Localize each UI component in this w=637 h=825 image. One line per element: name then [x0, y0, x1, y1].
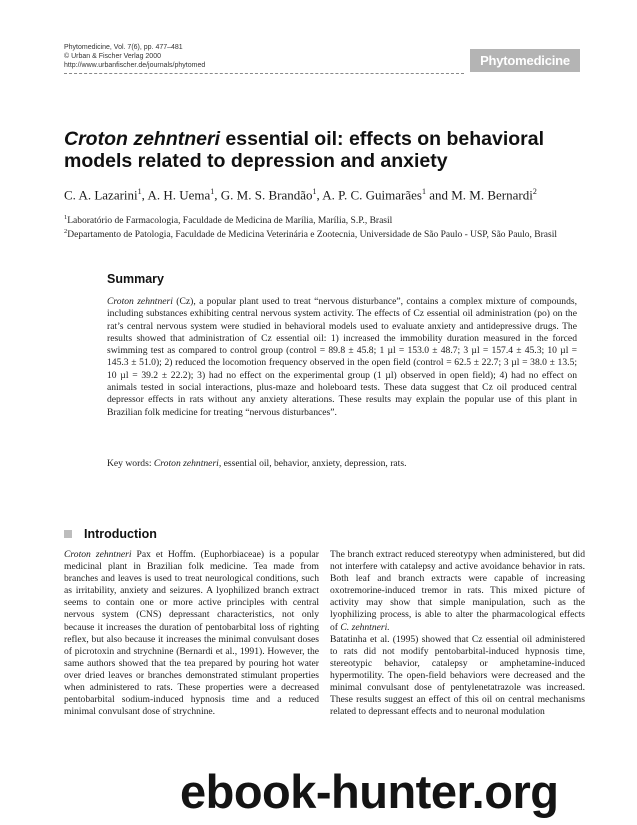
affiliation-text: Laboratório de Farmacologia, Faculdade de Medicina de Marília, Marília, S.P., Brasil [67, 216, 393, 227]
intro-col1-text: Pax et Hoffm. (Euphorbiaceae) is a popular medicinal plant in Brazilian folk medicine. Tea made from branches and leaves is used to treat neurological conditions, such as irritability, anxiety and seizures. A lyophilized branch extract seems to contain one or more active principles with central nervous system (CNS) depressant characteristics, not only because it increases the duration of pentobarbital loss of righting reflex, but also because it increases the minimal convulsant doses of picrotoxin and strychnine (Bernardi et al., 1991). However, the same authors showed that the tea prepared by pouring hot water over dried leaves or branches demonstrated stimulant properties when administered to rats. These properties were a decreased pentobarbital sodium-induced hypnosis time and a reduced minimal convulsant dose of strychnine. [64, 549, 319, 718]
affiliation-text: Departamento de Patologia, Faculdade de Medicina Veterinária e Zootecnia, Universidade de São Paulo - USP, São Paulo, Brasil [67, 230, 557, 241]
intro-paragraph [64, 549, 319, 718]
author-name: A. P. C. Guimarães [322, 187, 422, 203]
intro-paragraph [330, 549, 585, 634]
affiliation-2 [64, 225, 584, 242]
intro-col2-species: C. zehntneri. [340, 621, 390, 633]
journal-brand-logo: Phytomedicine [470, 49, 580, 72]
author-affil-mark: 1 [210, 187, 215, 196]
author-name: M. M. Bernardi [451, 187, 533, 203]
publisher-line: © Urban & Fischer Verlag 2000 [64, 53, 161, 60]
affiliation-mark: 2 [64, 228, 68, 235]
author-affil-mark: 1 [312, 187, 317, 196]
author-name: C. A. Lazarini [64, 187, 138, 203]
author-affil-mark: 2 [532, 187, 537, 196]
title-line2: models related to depression and anxiety [64, 150, 448, 172]
author-separator: and [425, 187, 452, 203]
intro-species: Croton zehntneri [64, 549, 132, 560]
summary-heading: Summary [107, 272, 164, 286]
article-title [64, 128, 584, 172]
section-marker-icon [64, 530, 72, 538]
watermark-text: ebook-hunter.org [180, 765, 559, 818]
keywords-label: Key words: [107, 458, 154, 469]
summary-lead-species: Croton zehntneri [107, 296, 173, 307]
title-line1-rest: essential oil: effects on behavioral [220, 128, 545, 150]
journal-info [64, 43, 364, 70]
author-name: A. H. Uema [147, 187, 211, 203]
title-species-name: Croton zehntneri [64, 128, 220, 150]
intro-column-right [330, 549, 585, 718]
keywords-species: Croton zehntneri, [153, 458, 222, 469]
summary-text [107, 296, 577, 419]
author-list [64, 184, 594, 203]
journal-url: http://www.urbanfischer.de/journals/phytomed [64, 62, 206, 69]
author-name: G. M. S. Brandão [220, 187, 313, 203]
author-separator: , [214, 187, 221, 203]
summary-body: (Cz), a popular plant used to treat “nervous disturbance”, contains a complex mixture of compounds, including substances exhibiting central nervous system activity. The effects of Cz essential oil administration (po) on the rat’s central nervous system were studied in behavioral models used to evaluate anxiety and antidepressive drugs. The results showed that administration of Cz essential oil: 1) increased the immobility duration measured in the forced swimming test as compared to control group (control = 89.8 ± 45.8; 1 µl = 153.0 ± 48.7; 3 µl = 157.4 ± 45.3; 10 µl = 145.3 ± 51.0); 2) reduced the locomotion frequency observed in the open field (control = 62.5 ± 22.7; 3 µl = 38.0 ± 13.5; 10 µl = 39.2 ± 22.2); 3) had no effect on the experimental group (1 µl) observed in open field); 4) had no effect on animals tested in social interactions, plus-maze and holeboard tests. These data suggest that Cz oil produced central depressor effects in rats without any anxiety alterations. These results may explain the popular use of this plant in Brazilian folk medicine for treating “nervous disturbances”. [107, 296, 578, 418]
author-separator: , [316, 187, 323, 203]
intro-column-left [64, 549, 319, 718]
intro-col2-p2: Batatinha et al. (1995) showed that Cz essential oil administered to rats did not modify pentobarbital-induced hypnosis time, stereotypic behavior, catalepsy or amphetamine-induced hypermotility. The open-field behaviors were decreased and the minimal convulsant dose of pentylenetatrazole was increased. These results suggest an effect of this oil on central mechanisms related to depressant effects and to neuronal modulation [330, 633, 585, 718]
keywords [107, 458, 577, 470]
intro-paragraph [330, 634, 585, 719]
header-divider [64, 73, 464, 74]
author-affil-mark: 1 [421, 187, 426, 196]
affiliation-mark: 1 [64, 214, 68, 221]
journal-citation: Phytomedicine, Vol. 7(6), pp. 477–481 [64, 44, 183, 51]
author-affil-mark: 1 [137, 187, 142, 196]
keywords-list: essential oil, behavior, anxiety, depression, rats. [221, 458, 407, 469]
intro-col2-p1: The branch extract reduced stereotypy when administered, but did not interfere with catalepsy and active avoidance behavior in rats. Both leaf and branch extracts were capable of increasing oxotremorine-induced tremor in rats. This mixed picture of activity may show that simple manipulation, such as the lyophilizing process, is able to alter the pharmacological effects of [330, 549, 585, 633]
author-separator: , [141, 187, 148, 203]
introduction-heading: Introduction [84, 527, 157, 541]
